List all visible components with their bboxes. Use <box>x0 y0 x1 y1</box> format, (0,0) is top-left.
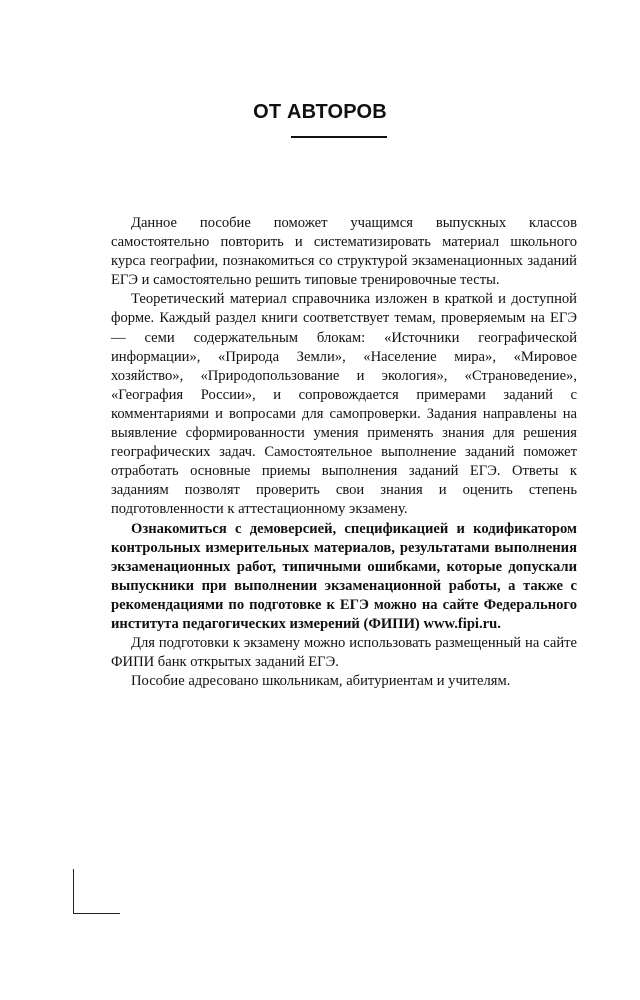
body-text <box>111 214 577 691</box>
title-underline <box>291 136 387 138</box>
paragraph-intro: Данное пособие поможет учащимся выпускных классов самостоятельно повторить и систематизировать материал школьного курса географии, познакомиться со структурой экзаменационных заданий ЕГЭ и самостоятельно решить типовые тренировочные тесты. <box>111 215 577 289</box>
page-title: ОТ АВТОРОВ <box>253 101 387 123</box>
paragraph-theory: Теоретический материал справочника изложен в краткой и доступной форме. Каждый раздел книги соответствует темам, проверяемым на ЕГЭ — семи содержательным блокам: «Источники географической информации», «Природа Земли», «Население мира», «Мировое хозяйство», «Природопользование и экология», «Страноведение», «География России», и сопровождается примерами заданий с комментариями и вопросами для самопроверки. Задания направлены на выявление сформированности умения применять знания для решения географических задач. Самостоятельное выполнение заданий поможет отработать основные приемы выполнения заданий ЕГЭ. Ответы к заданиям позволят проверить свои знания и оценить степень подготовленности к аттестационному экзамену. <box>111 291 577 518</box>
paragraph-task-bank: Для подготовки к экзамену можно использовать размещенный на сайте ФИПИ банк открытых заданий ЕГЭ. <box>111 635 577 671</box>
paragraph-audience: Пособие адресовано школьникам, абитуриентам и учителям. <box>131 673 511 690</box>
corner-crop-mark <box>73 869 120 914</box>
paragraph-fipi-info: Ознакомиться с демоверсией, спецификацией и кодификатором контрольных измерительных материалов, результатами выполнения экзаменационных работ, типичными ошибками, которые допускали выпускники при выполнении экзаменационной работы, а также с рекомендациями по подготовке к ЕГЭ можно на сайте Федерального института педагогических измерений (ФИПИ) www.fipi.ru. <box>111 520 577 632</box>
